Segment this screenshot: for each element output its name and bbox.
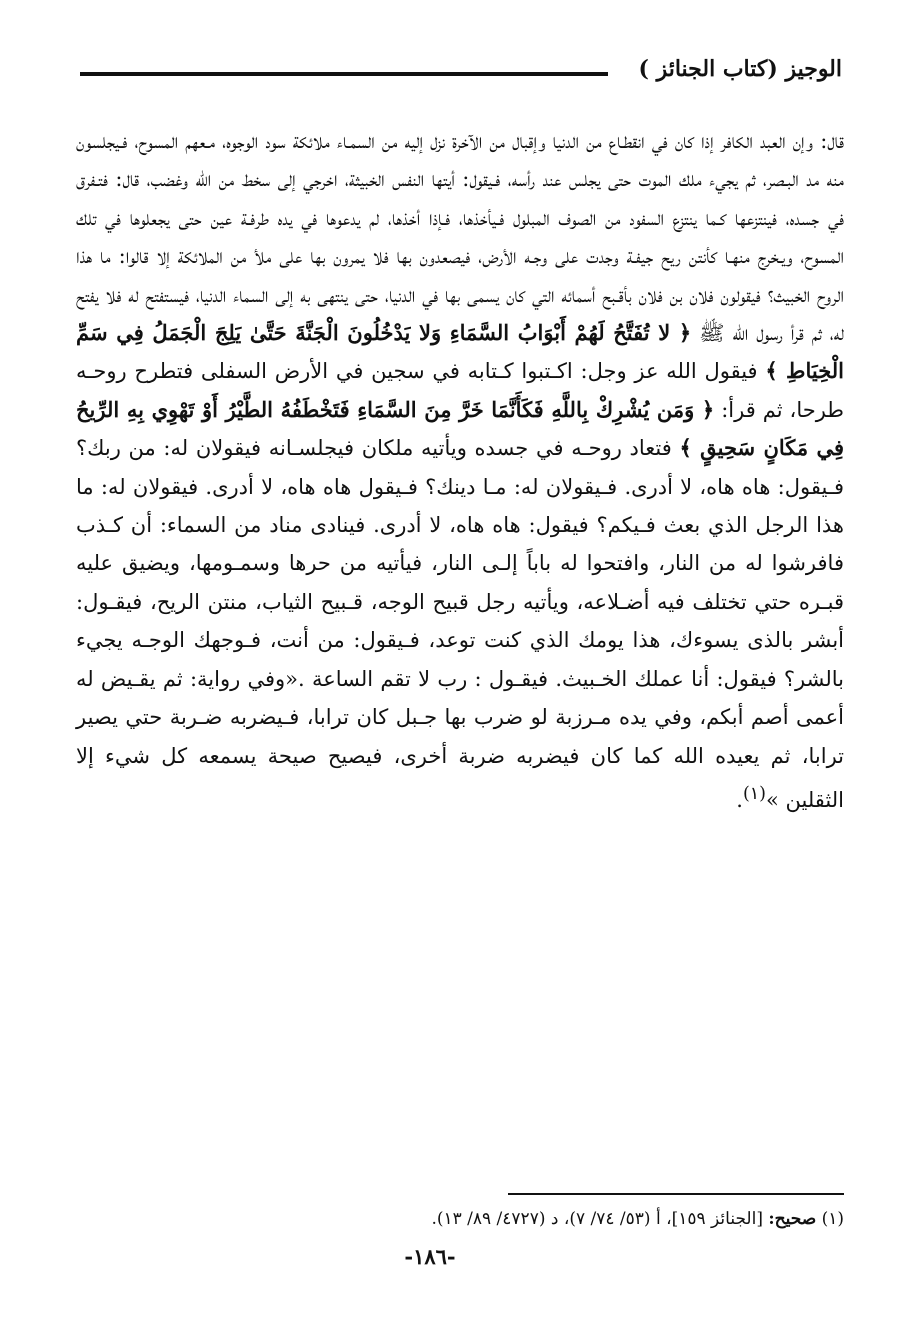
footnote-label: صحيح:	[768, 1209, 817, 1229]
header-title: الوجيز (كتاب الجنائز )	[638, 56, 842, 82]
paragraph-1: قال: وإن العبد الكافر إذا كان في انقطـاع من الدنيا وإقبال من الآخرة نزل إليه من السمـاء ملائكة سود الوجوه، مـعهم المسوح، فـيجلسون منه مد البـصر، ثم يجيء ملك الموت حتى يجلس عند رأسه، فـيقول: أيتها النفس الخبيثة، اخرجي إلى سخط من الله وغضب، قال: فتـفرق في جسده، فينتزعها كـما ينتزع السفود من الصوف المبلول فـيأخذها، فـإذا أخذها، لم يدعوها في يده طرفـة عين حتى يجعلوها في تلك المسوح، ويـخرج منهـا كأنتن ريح جيفـة وجدت على وجـه الأرض، فيصعدون بها فلا يمرون بها على ملأ من الملائكة إلا قالوا: ما هذا الروح الخبيث؟ فيقولون فلان بن فلان بأقـبح أسمائه التي كان يسمى بها في الدنيا، حتى ينتهى به إلى السماء الدنيا، فيستفتح له فلا يفتح له، ثم قرأ رسول الله ﷺ	[76, 129, 844, 346]
footnote	[80, 1206, 844, 1232]
paragraph-3: فتعاد روحـه في جسده ويأتيه ملكان فيجلسـانه فيقولان له: من ربك؟ فـيقول: هاه هاه، لا أدرى. فـيقولان له: مـا دينك؟ فـيقول هاه هاه، لا أدرى. فيقولان له: ما هذا الرجل الذي بعث فـيكم؟ فيقول: هاه هاه، لا أدرى. فينادى مناد من السماء: أن كـذب فافرشوا له من النار، وافتحوا له باباً إلـى النار، فيأتيه من حرها وسمـومها، ويضيق عليه قبـره حتي تختلف فيه أضـلاعه، ويأتيه رجل قبيح الوجه، قـبيح الثياب، منتن الريح، فيقـول: أبشر بالذى يسوءك، هذا يومك الذي كنت توعد، فـيقول: من أنت، فـوجهك الوجـه يجيء بالشر؟ فيقول: أنا عملك الخـبيث. فيقـول : رب لا تقم الساعة .«وفي رواية: ثم يقـيض له أعمى أصم أبكم، وفي يده مـرزبة لو ضرب بها جـبل كان ترابا، فـيضربه ضـربة حتي يصير ترابا، ثم يعيده الله كما كان فيضربه ضربة أخرى، فيصيح صيحة يسمعه كل شيء إلا الثقلين »	[76, 436, 845, 812]
quran-verse-2: ﴿ وَمَن يُشْرِكْ بِاللَّهِ فَكَأَنَّمَا خَرَّ مِنَ السَّمَاءِ فَتَخْطَفُهُ الطَّيْرُ أَوْ تَهْوِي بِهِ الرِّيحُ فِي مَكَانٍ سَحِيقٍ ﴾	[76, 396, 844, 461]
header-rule	[80, 72, 608, 76]
quran-verse-1: ﴿ لا تُفَتَّحُ لَهُمْ أَبْوَابُ السَّمَاءِ وَلا يَدْخُلُونَ الْجَنَّةَ حَتَّىٰ يَلِجَ الْجَمَلُ فِي سَمِّ الْخِيَاطِ ﴾	[76, 320, 844, 384]
footnote-text: [الجنائز ١٥٩]، أ (٥٣/ ٧٤/ ٧)، د (٤٧٢٧/ ٨٩/ ١٣).	[431, 1209, 763, 1229]
footnote-rule	[508, 1193, 844, 1195]
page-number: -١٨٦-	[404, 1244, 456, 1269]
paragraph-2: فيقول الله عز وجل: اكـتبوا كـتابه في سجين في الأرض السفلى فتطرح روحـه طرحا، ثم قرأ:	[76, 359, 845, 422]
footnote-number: (١)	[821, 1209, 844, 1229]
running-header	[80, 52, 842, 92]
body-text: قال: وإن العبد الكافر إذا كان في انقطـاع من الدنيا وإقبال من الآخرة نزل إليه من السمـاء ملائكة سود الوجوه، مـعهم المسوح، فـيجلسون منه مد البـصر، ثم يجيء ملك الموت حتى يجلس عند رأسه، فـيقول: أيتها النفس الخبيثة، اخرجي إلى سخط من الله وغضب، قال: فتـفرق في جسده، فينتزعها كـما ينتزع السفود من الصوف المبلول فـيأخذها، فـإذا أخذها، لم يدعوها في يده طرفـة عين حتى يجعلوها في تلك المسوح، ويـخرج منهـا كأنتن ريح جيفـة وجدت على وجـه الأرض، فيصعدون بها فلا يمرون بها على ملأ من الملائكة إلا قالوا: ما هذا الروح الخبيث؟ فيقولون فلان بن فلان بأقـبح أسمائه التي كان يسمى بها في الدنيا، حتى ينتهى به إلى السماء الدنيا، فيستفتح له فلا يفتح له، ثم قرأ رسول الله ﷺ ﴿ لا تُفَتَّحُ لَهُمْ أَبْوَابُ السَّمَاءِ وَلا يَدْخُلُونَ الْجَنَّةَ حَتَّىٰ يَلِجَ الْجَمَلُ فِي سَمِّ الْخِيَاطِ ﴾ فيقول الله عز وجل: اكـتبوا كـتابه في سجين في الأرض السفلى فتطرح روحـه طرحا، ثم قرأ: ﴿ وَمَن يُشْرِكْ بِاللَّهِ فَكَأَنَّمَا خَرَّ مِنَ السَّمَاءِ فَتَخْطَفُهُ الطَّيْرُ أَوْ تَهْوِي بِهِ الرِّيحُ فِي مَكَانٍ سَحِيقٍ ﴾ فتعاد روحـه في جسده ويأتيه ملكان فيجلسـانه فيقولان له: من ربك؟ فـيقول: هاه هاه، لا أدرى. فـيقولان له: مـا دينك؟ فـيقول هاه هاه، لا أدرى. فيقولان له: ما هذا الرجل الذي بعث فـيكم؟ فيقول: هاه هاه، لا أدرى. فينادى مناد من السماء: أن كـذب فافرشوا له من النار، وافتحوا له باباً إلـى النار، فيأتيه من حرها وسمـومها، ويضيق عليه قبـره حتي تختلف فيه أضـلاعه، ويأتيه رجل قبيح الوجه، قـبيح الثياب، منتن الريح، فيقـول: أبشر بالذى يسوءك، هذا يومك الذي كنت توعد، فـيقول: من أنت، فـوجهك الوجـه يجيء بالشر؟ فيقول: أنا عملك الخـبيث. فيقـول : رب لا تقم الساعة .«وفي رواية: ثم يقـيض له أعمى أصم أبكم، وفي يده مـرزبة لو ضرب بها جـبل كان ترابا، فـيضربه ضـربة حتي يصير ترابا، ثم يعيده الله كما كان فيضربه ضربة أخرى، فيصيح صيحة يسمعه كل شيء إلا الثقلين »$^{(١)}$.	[76, 129, 845, 812]
footnote-marker: (١)	[742, 783, 766, 804]
